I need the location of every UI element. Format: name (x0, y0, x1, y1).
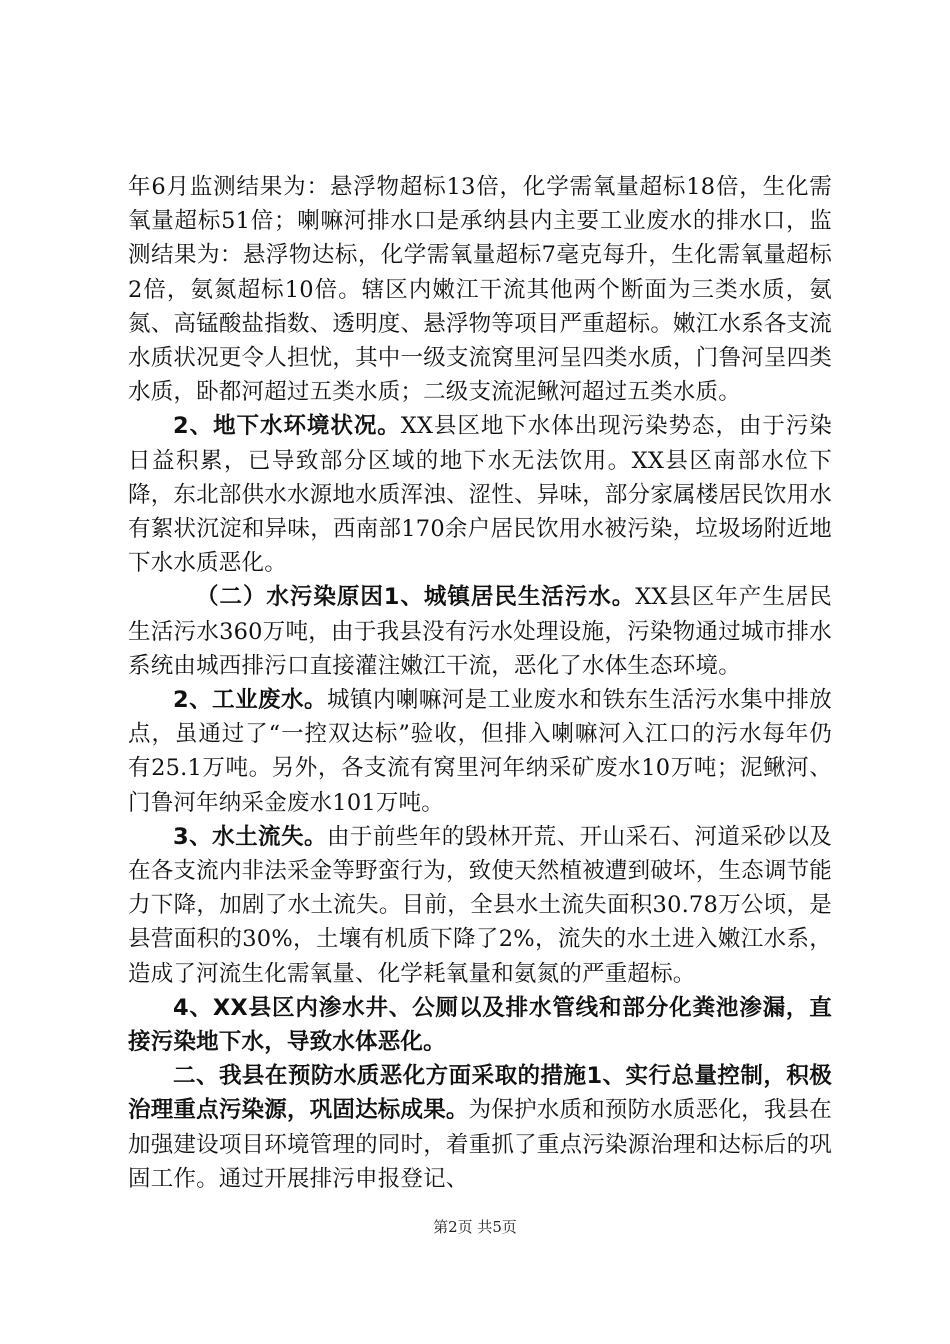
paragraph-3-heading: （二）水污染原因1、城镇居民生活污水。 (196, 584, 636, 611)
paragraph-2-body: XX县区地下水体出现污染势态，由于污染日益积累，已导致部分区域的地下水无法饮用。XX县区南部水位下降，东北部供水水源地水质浑浊、涩性、异味，部分家属楼居民饮用水有絮状沉淀和异味，西南部170余户居民饮用水被污染，垃圾场附近地下水水质恶化。 (128, 413, 832, 577)
paragraph-1: 年6月监测结果为：悬浮物超标13倍，化学需氧量超标18倍，生化需氧量超标51倍；喇嘛河排水口是承纳县内主要工业废水的排水口，监测结果为：悬浮物达标，化学需氧量超标7毫克每升，生化需氧量超标2倍，氨氮超标10倍。辖区内嫩江干流其他两个断面为三类水质，氨氮、高锰酸盐指数、透明度、悬浮物等项目严重超标。嫩江水系各支流水质状况更令人担忧，其中一级支流窝里河呈四类水质，门鲁河呈四类水质，卧都河超过五类水质；二级支流泥鳅河超过五类水质。 (128, 174, 832, 406)
document-body (128, 170, 832, 1196)
paragraph-7-body: 为保护水质和预防水质恶化，我县在加强建设项目环境管理的同时，着重抓了重点污染源治理和达标后的巩固工作。通过开展排污申报登记、 (128, 1097, 832, 1192)
paragraph-4-body: 城镇内喇嘛河是工业废水和铁东生活污水集中排放点，虽通过了“一控双达标”验收，但排入喇嘛河入江口的污水每年仍有25.1万吨。另外，各支流有窝里河年纳采矿废水10万吨；泥鳅河、门鲁河年纳采金废水101万吨。 (128, 687, 833, 816)
paragraph-2-heading: 2、地下水环境状况。 (173, 413, 401, 440)
paragraph-3-body: XX县区年产生居民生活污水360万吨，由于我县没有污水处理设施，污染物通过城市排水系统由城西排污口直接灌注嫩江干流，恶化了水体生态环境。 (128, 584, 832, 679)
paragraph-4-heading: 2、工业废水。 (173, 687, 327, 714)
page-number-label: 第2页 共5页 (433, 1218, 517, 1236)
page-footer (0, 1216, 950, 1237)
paragraph-5-body: 由于前些年的毁林开荒、开山采石、河道采砂以及在各支流内非法采金等野蛮行为，致使天然植被遭到破坏，生态调节能力下降，加剧了水土流失。目前，全县水土流失面积30.78万公顷，是县营面积的30%，土壤有机质下降了2%，流失的水土进入嫩江水系，造成了河流生化需氧量、化学耗氧量和氨氮的严重超标。 (128, 823, 833, 987)
paragraph-7 (128, 1059, 832, 1196)
paragraph-4 (128, 683, 832, 820)
paragraph-5-heading: 3、水土流失。 (173, 823, 327, 850)
paragraph-6: 4、XX县区内渗水井、公厕以及排水管线和部分化粪池渗漏，直接污染地下水，导致水体恶化。 (128, 994, 832, 1056)
paragraph-3 (128, 580, 832, 683)
paragraph-7-heading: 二、我县在预防水质恶化方面采取的措施1、实行总量控制，积极治理重点污染源，巩固达标成果。 (128, 1063, 832, 1124)
paragraph-5 (128, 820, 832, 991)
paragraph-2 (128, 409, 832, 580)
